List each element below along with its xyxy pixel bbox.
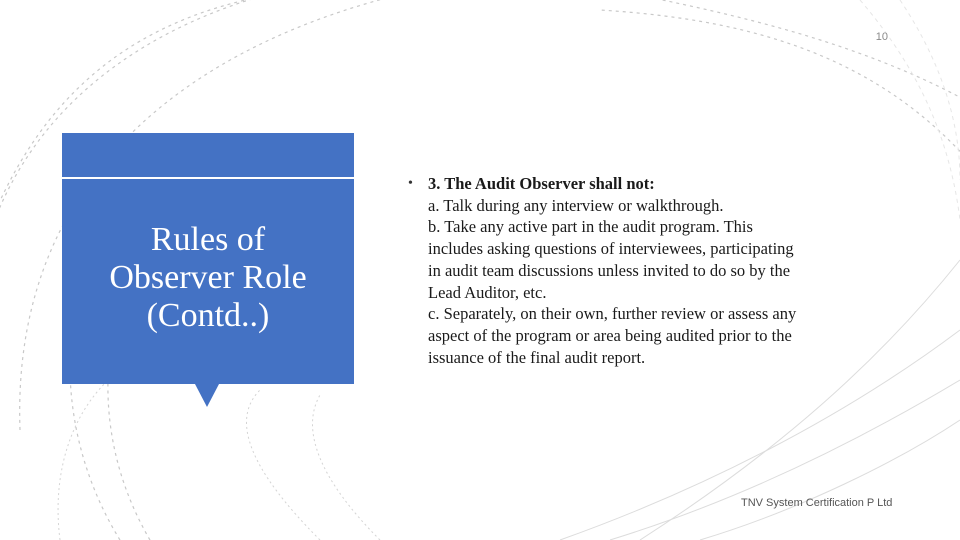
title-panel-pointer [195, 384, 219, 407]
slide-title-line: Rules of [150, 221, 266, 258]
bullet-line: aspect of the program or area being audited prior to the [428, 325, 792, 345]
bullet-line: includes asking questions of interviewees, participating [428, 239, 794, 259]
bullet-line: b. Take any active part in the audit program. This [428, 217, 753, 237]
bullet-line: issuance of the final audit report. [428, 347, 646, 367]
title-panel [62, 133, 354, 384]
content-area [408, 173, 888, 368]
bullet-heading: 3. The Audit Observer shall not: [428, 174, 655, 193]
bullet-line: in audit team discussions unless invited to do so by the [428, 260, 791, 280]
bullet-marker: • [408, 176, 413, 191]
slide-title-line: (Contd..) [146, 297, 270, 335]
page-number: 10 [875, 31, 888, 43]
bullet-body [428, 173, 888, 368]
bullet-line: a. Talk during any interview or walkthrough. [428, 195, 724, 215]
slide-title-line: Observer Role [109, 259, 307, 297]
footer-company-name: TNV System Certification P Ltd [741, 497, 893, 509]
bullet-line: c. Separately, on their own, further review or assess any [428, 304, 797, 324]
bullet-line: Lead Auditor, etc. [428, 282, 547, 302]
bullet-item [408, 173, 888, 368]
slide-title [62, 221, 354, 335]
title-panel-divider [62, 177, 354, 179]
